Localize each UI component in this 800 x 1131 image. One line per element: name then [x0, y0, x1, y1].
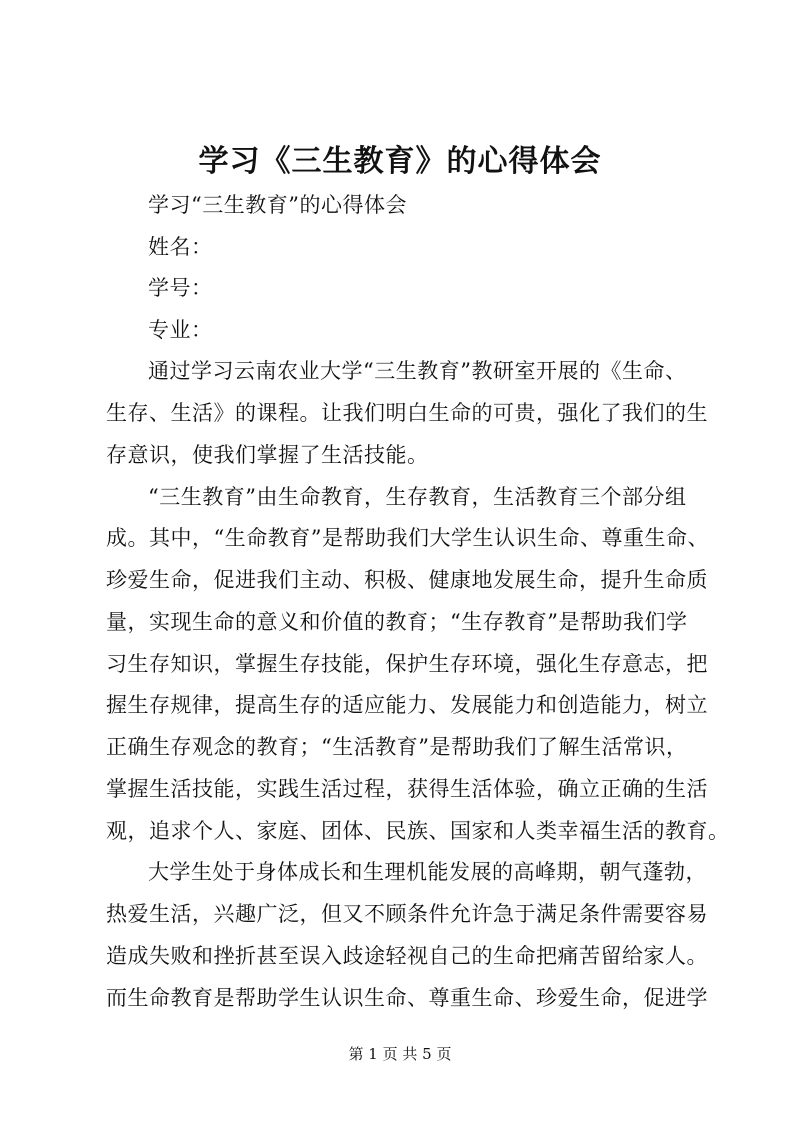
paragraph-line: 正确生存观念的教育；“生活教育”是帮助我们了解生活常识，: [106, 735, 688, 759]
paragraph-line: 存意识，使我们掌握了生活技能。: [106, 443, 429, 467]
paragraph-line: 掌握生活技能，实践生活过程，获得生活体验，确立正确的生活: [106, 777, 708, 801]
paragraph-line: 而生命教育是帮助学生认识生命、尊重生命、珍爱生命，促进学: [106, 986, 708, 1010]
page-number-footer: 第 1 页 共 5 页: [348, 1045, 452, 1063]
paragraph-line: 通过学习云南农业大学“三生教育”教研室开展的《生命、: [148, 359, 687, 383]
paragraph-line: 生存、生活》的课程。让我们明白生命的可贵，强化了我们的生: [106, 401, 708, 425]
major-field-label: 专业：: [148, 318, 213, 342]
paragraph-line: 珍爱生命，促进我们主动、积极、健康地发展生命，提升生命质: [106, 568, 708, 592]
paragraph-line: 热爱生活，兴趣广泛，但又不顾条件允许急于满足条件需要容易: [106, 902, 708, 926]
paragraph-line: 量，实现生命的意义和价值的教育；“生存教育”是帮助我们学: [106, 610, 688, 634]
paragraph-line: 习生存知识，掌握生存技能，保护生存环境，强化生存意志，把: [106, 652, 708, 676]
paragraph-line: 大学生处于身体成长和生理机能发展的高峰期，朝气蓬勃，: [148, 860, 707, 884]
document-title: 学习《三生教育》的心得体会: [198, 144, 602, 179]
name-field-label: 姓名：: [148, 235, 213, 259]
paragraph-line: 观，追求个人、家庭、团体、民族、国家和人类幸福生活的教育。: [106, 819, 730, 843]
paragraph-line: “三生教育”由生命教育，生存教育，生活教育三个部分组: [148, 485, 687, 509]
document-subtitle: 学习“三生教育”的心得体会: [148, 193, 407, 217]
paragraph-line: 握生存规律，提高生存的适应能力、发展能力和创造能力，树立: [106, 693, 708, 717]
paragraph-line: 成。其中，“生命教育”是帮助我们大学生认识生命、尊重生命、: [106, 526, 709, 550]
student-id-field-label: 学号：: [148, 276, 213, 300]
paragraph-line: 造成失败和挫折甚至误入歧途轻视自己的生命把痛苦留给家人。: [106, 944, 708, 968]
